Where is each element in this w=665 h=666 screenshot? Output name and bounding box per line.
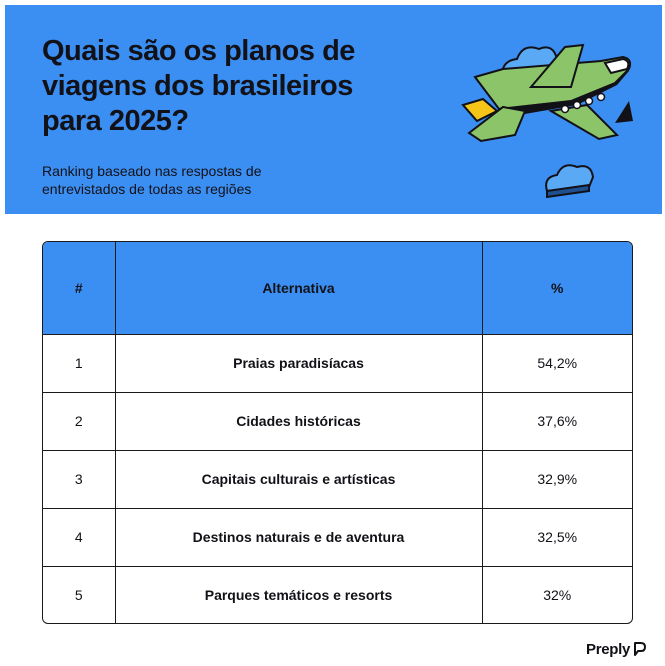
table-row <box>43 566 632 624</box>
alternative-cell: Praias paradisíacas <box>115 334 482 392</box>
header-banner <box>5 5 662 214</box>
table-header-row <box>43 242 632 334</box>
rank-cell: 2 <box>43 392 115 450</box>
table-row <box>43 334 632 392</box>
alternative-cell: Cidades históricas <box>115 392 482 450</box>
rank-cell: 1 <box>43 334 115 392</box>
ranking-table <box>42 241 633 624</box>
rank-cell: 3 <box>43 450 115 508</box>
alternative-cell: Destinos naturais e de aventura <box>115 508 482 566</box>
percent-cell: 32% <box>543 587 572 604</box>
subtitle-line-2: entrevistados de todas as regiões <box>42 181 252 197</box>
brand-name: Preply <box>586 640 631 658</box>
table-row <box>43 450 632 508</box>
cloud-icon <box>546 165 593 197</box>
brand-logo <box>586 639 647 659</box>
alternative-cell: Parques temáticos e resorts <box>115 566 482 624</box>
percent-cell: 54,2% <box>482 334 632 392</box>
percent-cell: 32,9% <box>482 450 632 508</box>
title-line-1: Quais são os planos de <box>42 35 355 67</box>
subtitle-line-1: Ranking baseado nas respostas de <box>42 163 262 179</box>
page-subtitle <box>42 162 342 198</box>
page-title <box>42 34 402 139</box>
column-header-percent: % <box>482 242 632 334</box>
preply-logo-icon <box>633 641 647 657</box>
table-row <box>43 392 632 450</box>
column-header-alternative: Alternativa <box>115 242 482 334</box>
title-line-2: viagens dos brasileiros <box>42 70 353 102</box>
table-row <box>43 508 632 566</box>
rank-cell: 5 <box>43 566 115 624</box>
column-header-rank: # <box>43 242 115 334</box>
alternative-cell: Capitais culturais e artísticas <box>115 450 482 508</box>
percent-cell: 37,6% <box>482 392 632 450</box>
title-line-3: para 2025? <box>42 105 189 137</box>
percent-cell: 32,5% <box>482 508 632 566</box>
airplane-illustration <box>455 23 655 203</box>
rank-cell: 4 <box>43 508 115 566</box>
